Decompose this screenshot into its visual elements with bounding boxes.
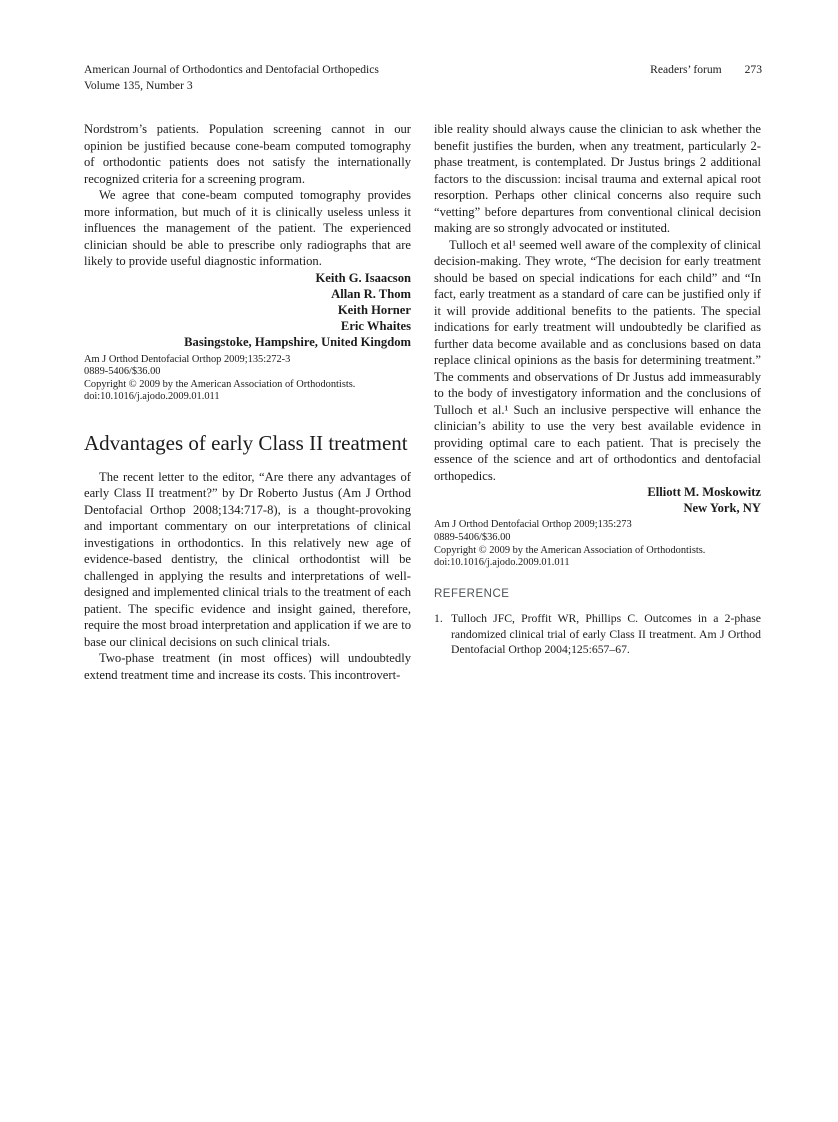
journal-title: American Journal of Orthodontics and Dentofacial Orthopedics [84, 63, 379, 76]
reference-list [434, 611, 761, 658]
reference-number: 1. [434, 611, 443, 625]
citation-doi: doi:10.1016/j.ajodo.2009.01.011 [84, 391, 220, 403]
citation-line: Am J Orthod Dentofacial Orthop 2009;135:273 [434, 519, 632, 531]
author-location: Basingstoke, Hampshire, United Kingdom [184, 335, 411, 350]
citation-line: Copyright © 2009 by the American Association of Orthodontists. [84, 378, 356, 390]
body-paragraph: The recent letter to the editor, “Are there any advantages of early Class II treatment?” by Dr Roberto Justus (Am J Orthod Dentofacial Orthop 2008;134:717-8), is a thought-provoking and important commentary on our interpretations of clinical investigations in orthodontics. In this relatively new age of evidence-based dentistry, the clinical orthodontist will be challenged in applying the results and interpretations of well-designed and implemented clinical trials to the treatment of each patient. The specific evidence and insight gained, therefore, require the most broad interpretation and application if we are to base our clinical decisions on such clinical trials. [84, 469, 411, 649]
signature-block [84, 270, 411, 351]
journal-info [84, 62, 379, 94]
body-paragraph: Two-phase treatment (in most offices) will undoubtedly extend treatment time and increase its costs. This incontrovert- [84, 651, 411, 682]
page-number: 273 [744, 63, 762, 76]
citation-block [434, 519, 761, 569]
reference-heading: REFERENCE [434, 587, 510, 600]
body-paragraph: Tulloch et al¹ seemed well aware of the complexity of clinical decision-making. They wrote, “The decision for early treatment should be based on special indications for each child” and “In fact, early treatment as a standard of care can be justified only if it will provide additional benefits to the patients. The special indications for early treatment will undoubtedly be clarified as further data become available and as conclusions based on data replace clinical opinions as the basis for determining treatment.” The comments and observations of Dr Justus add immeasurably to the body of investigatory information and the conclusions of Tulloch et al.¹ Such an inclusive perspective will enhance the clinician’s ability to use the very best available evidence in providing optimal care to each patient. That is precisely the essence of the science and art of orthodontics and dentofacial orthopedics. [434, 237, 761, 483]
article-title: Advantages of early Class II treatment [84, 430, 408, 455]
body-paragraph: ible reality should always cause the clinician to ask whether the benefit justifies the burden, when any treatment, particularly 2-phase treatment, is contemplated. Dr Justus brings 2 additional factors to the discussion: incisal trauma and external apical root resorption. Perhaps other clinical concerns also require such “vetting” before departures from conventional clinical decision making are so strongly advocated or instituted. [434, 122, 761, 235]
citation-line: Copyright © 2009 by the American Association of Orthodontists. [434, 544, 706, 556]
section-name: Readers’ forum [650, 63, 722, 76]
author-name: Keith G. Isaacson [315, 270, 411, 285]
body-paragraph: We agree that cone-beam computed tomography provides more information, but much of it is clinically useless unless it influences the management of the patient. The experienced clinician should be able to prescribe only radiographs that are likely to provide useful diagnostic information. [84, 188, 411, 268]
citation-line: 0889-5406/$36.00 [84, 366, 161, 378]
author-location: New York, NY [683, 501, 761, 516]
body-paragraph: Nordstrom’s patients. Population screening cannot in our opinion be justified because cone-beam computed tomography of orthodontic patients does not satisfy the internationally recognized criteria for a screening program. [84, 122, 411, 186]
citation-line: 0889-5406/$36.00 [434, 532, 511, 543]
right-column [434, 121, 761, 683]
author-name: Eric Whaites [340, 319, 411, 334]
reference-item [434, 611, 761, 658]
reference-text: Tulloch JFC, Proffit WR, Phillips C. Outcomes in a 2-phase randomized clinical trial of early Class II treatment. Am J Orthod Dentofacial Orthop 2004;125:657–67. [451, 611, 761, 657]
running-head [650, 62, 762, 78]
author-name: Elliott M. Moskowitz [647, 485, 761, 499]
citation-block [84, 354, 411, 404]
two-column-body [84, 121, 762, 683]
page-header [84, 62, 762, 94]
left-column [84, 121, 411, 683]
author-name: Allan R. Thom [331, 286, 411, 301]
author-name: Keith Horner [337, 302, 411, 317]
citation-line: Am J Orthod Dentofacial Orthop 2009;135:272-3 [84, 353, 291, 365]
signature-block [434, 484, 761, 516]
journal-volume: Volume 135, Number 3 [84, 79, 193, 92]
citation-doi: doi:10.1016/j.ajodo.2009.01.011 [434, 557, 570, 569]
